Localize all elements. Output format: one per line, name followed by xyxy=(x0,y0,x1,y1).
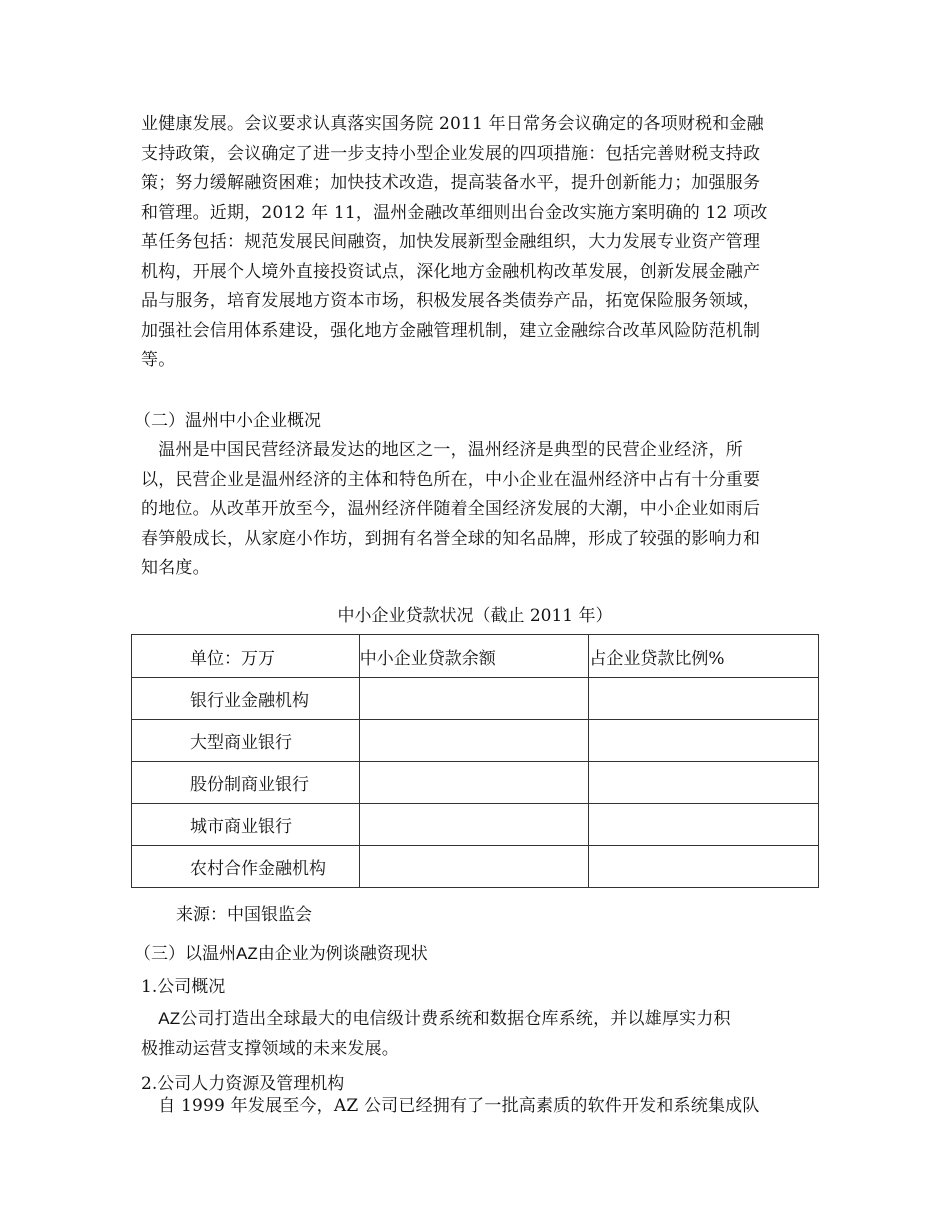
table-row xyxy=(132,720,819,762)
row-cell xyxy=(359,678,589,720)
table-header-row xyxy=(132,635,819,678)
header-cell-ratio: 占企业贷款比例% xyxy=(589,635,819,678)
heading-text: 由企业为例谈融资现状 xyxy=(257,944,428,964)
text-line: 春笋般成长，从家庭小作坊，到拥有名誉全球的知名品牌，形成了较强的影响力和 xyxy=(141,528,761,549)
table-row xyxy=(132,678,819,720)
text-line: 品与服务，培育发展地方资本市场，积极发展各类债券产品，拓宽保险服务领域， xyxy=(141,291,761,311)
header-cell-unit: 单位：万万 xyxy=(132,635,360,678)
text-line: 策；努力缓解融资困难；加快技术改造，提高装备水平，提升创新能力；加强服务 xyxy=(141,173,761,193)
heading-latin: AZ xyxy=(236,944,258,963)
text-line: 革任务包括：规范发展民间融资，加快发展新型金融组织，大力发展专业资产管理 xyxy=(141,232,761,252)
row-label: 银行业金融机构 xyxy=(132,678,360,720)
row-cell xyxy=(359,762,589,804)
section2-paragraph xyxy=(141,436,821,584)
heading-text: （三）以温州 xyxy=(134,944,236,964)
row-cell xyxy=(589,678,819,720)
text-line: 温州是中国民营经济最发达的地区之一，温州经济是典型的民营企业经济，所 xyxy=(141,440,743,460)
table-caption: 中小企业贷款状况（截止 2011 年） xyxy=(337,606,613,626)
text-line: 机构，开展个人境外直接投资试点，深化地方金融机构改革发展，创新发展金融产 xyxy=(141,261,761,282)
text-span: 公司打造出全球最大的电信级计费系统和数据仓库系统，并以雄厚实力积 xyxy=(180,1009,731,1029)
row-label: 股份制商业银行 xyxy=(132,762,360,804)
row-cell xyxy=(589,804,819,846)
text-line: 以，民营企业是温州经济的主体和特色所在，中小企业在温州经济中占有十分重要 xyxy=(141,469,761,490)
row-label: 大型商业银行 xyxy=(132,720,360,762)
row-cell xyxy=(359,804,589,846)
table-row xyxy=(132,762,819,804)
loan-table xyxy=(131,634,819,888)
subsection-heading-1: 1.公司概况 xyxy=(141,977,226,997)
text-line: 加强社会信用体系建设，强化地方金融管理机制，建立金融综合改革风险防范机制 xyxy=(141,320,761,341)
row-cell xyxy=(589,720,819,762)
sub1-paragraph xyxy=(141,1004,821,1064)
table-row xyxy=(132,804,819,846)
sub2-paragraph xyxy=(141,1092,821,1122)
text-line: 的地位。从改革开放至今，温州经济伴随着全国经济发展的大潮，中小企业如雨后 xyxy=(141,499,761,519)
table-row xyxy=(132,846,819,888)
table-source: 来源：中国银监会 xyxy=(176,905,312,925)
section-heading-3 xyxy=(134,942,428,966)
row-cell xyxy=(359,846,589,888)
latin-text: AZ xyxy=(158,1009,181,1028)
row-cell xyxy=(359,720,589,762)
text-line: 自 1999 年发展至今，AZ 公司已经拥有了一批高素质的软件开发和系统集成队 xyxy=(141,1096,760,1116)
section-heading-2: （二）温州中小企业概况 xyxy=(134,411,321,431)
row-label: 农村合作金融机构 xyxy=(132,846,360,888)
text-line: 等。 xyxy=(141,350,176,370)
text-line: 和管理。近期，2012 年 11，温州金融改革细则出台金改实施方案明确的 12 项改 xyxy=(141,202,768,223)
row-cell xyxy=(589,846,819,888)
intro-paragraph xyxy=(141,110,821,376)
subsection-heading-2: 2.公司人力资源及管理机构 xyxy=(141,1074,345,1094)
text-line: 业健康发展。会议要求认真落实国务院 2011 年日常务会议确定的各项财税和金融 xyxy=(141,114,764,134)
text-line xyxy=(141,1004,821,1035)
row-cell xyxy=(589,762,819,804)
row-label: 城市商业银行 xyxy=(132,804,360,846)
text-line: 极推动运营支撑领域的未来发展。 xyxy=(141,1038,399,1059)
header-cell-balance: 中小企业贷款余额 xyxy=(359,635,589,678)
text-line: 支持政策，会议确定了进一步支持小型企业发展的四项措施：包括完善财税支持政 xyxy=(141,143,761,164)
text-line: 知名度。 xyxy=(141,558,210,578)
